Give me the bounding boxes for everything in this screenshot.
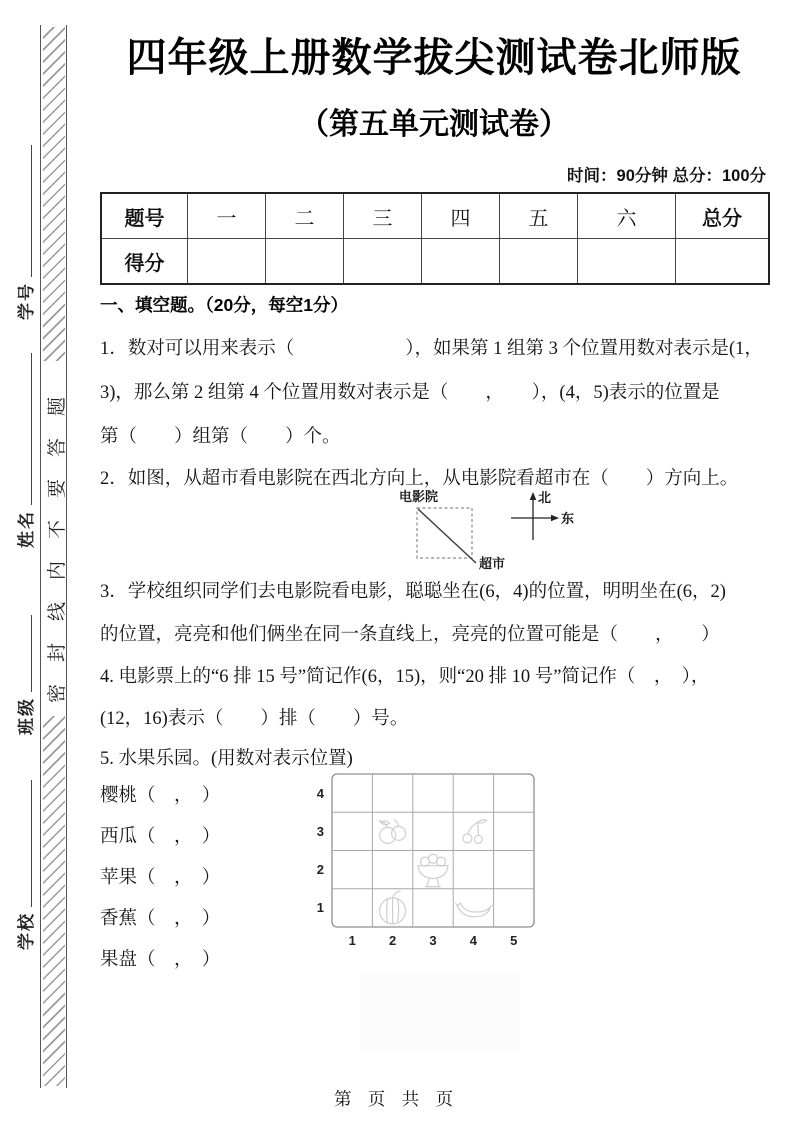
answer-blank-cherry: 樱桃（ ， ） [100,786,221,806]
score-table-header-cell: 四 [421,194,499,238]
apple-icon [379,819,406,843]
question1-line1: 1．数对可以用来表示（ ），如果第 1 组第 3 个位置用数对表示是(1， [100,339,763,359]
student-number-label: 学号 [17,282,36,320]
score-cell-empty [265,238,343,283]
watermelon-icon [380,891,406,924]
score-table-header-cell: 三 [343,194,421,238]
score-cell-empty [577,238,675,283]
question1-line3: 第（ ）组第（ ）个。 [100,427,341,447]
east-label: 东 [561,511,575,526]
exam-meta: 时间：90分钟 总分：100分 [567,167,766,185]
north-label: 北 [538,490,552,505]
answer-blank-fruit-plate: 果盘（ ， ） [100,950,221,970]
answer-blank-apple: 苹果（ ， ） [100,868,221,888]
score-table-header-cell: 二 [265,194,343,238]
school-blank [16,780,32,907]
grid-row-labels [317,786,325,915]
question2-text: 2．如图，从超市看电影院在西北方向上，从电影院看超市在（ ）方向上。 [100,469,739,489]
question4-line1: 4. 电影票上的“6 排 15 号”简记作(6，15)，则“20 排 10 号”简记作（ ， ）， [100,667,710,687]
score-cell-empty [675,238,768,283]
svg-text:4: 4 [469,933,478,948]
exam-page: 学号 姓名 班级 学校 密封线内不要答题 四年级上册数学拔尖测试卷北师版 （第五单元测试卷） 时间：90分钟 总分：100分 题号 一 二 三 四 五 六 总分 得分 一、填空题。（20分，每空1分） 1．数对可以用来表示（ ），如果第 1 组第 3 个位置用数对表示是(1， 3)，那么第 2 组第 4 个位置用数对表示是（ ， ），(4，5)表示的位置是 第（ ）组第（ ）个。 2．如图，从超市看电影院在西北方向上，从电影院看超市在（ ）方向上。 电影院 超市 北 东 3．学校组织同学们去电影院看电影，聪聪坐在(6，4)的位置，明明坐在(6，2) 的位置，亮亮和他们俩坐在同一条直线上，亮亮的位置可能是（ ， ） 4. 电影票上的“6 排 15 号”简记作(6，15)，则“20 排 10 号”简记作（ ， ）， (12，16)表示（ ）排（ ）号。 5. 水果乐园。(用数对表示位置) 樱桃（ ， ） 西瓜（ ， ） 苹果（ ， ） 香蕉（ ， ） 果盘（ ， ） 4 3 2 1 1 2 3 4 5 第 页 共 页 [0,0,793,1122]
svg-text:2: 2 [388,933,397,948]
svg-text:3: 3 [429,933,437,948]
banana-icon [455,903,494,917]
cherries-icon [463,820,487,844]
question3-line2: 的位置，亮亮和他们俩坐在同一条直线上，亮亮的位置可能是（ ， ） [100,625,720,645]
question4-line2: (12，16)表示（ ）排（ ）号。 [100,709,409,729]
grid-lines [332,774,534,927]
svg-text:1: 1 [348,933,356,948]
answer-blank-watermelon: 西瓜（ ， ） [100,827,221,847]
grid-col-labels [349,933,518,948]
score-table-header-cell: 题号 [124,207,165,230]
score-cell-empty [421,238,499,283]
seal-rule-left [40,25,41,1088]
answer-blank-banana: 香蕉（ ， ） [100,909,221,929]
svg-text:1: 1 [316,900,324,915]
svg-text:5: 5 [510,933,518,948]
question5-text: 5. 水果乐园。(用数对表示位置) [100,749,353,769]
name-label: 姓名 [17,510,36,548]
score-row-label: 得分 [102,238,187,283]
market-label: 超市 [479,556,506,571]
score-table [100,192,770,285]
svg-text:2: 2 [316,862,324,877]
seal-hatch-top [43,27,65,361]
watermark [360,972,520,1050]
cinema-label: 电影院 [399,489,439,504]
svg-text:3: 3 [316,824,324,839]
svg-text:4: 4 [316,786,324,801]
page-subtitle: （第五单元测试卷） [299,108,569,141]
question3-line1: 3．学校组织同学们去电影院看电影，聪聪坐在(6，4)的位置，明明坐在(6，2) [100,582,726,602]
score-table-header-cell: 五 [499,194,577,238]
section1-heading: 一、填空题。（20分，每空1分） [100,295,348,315]
page-title: 四年级上册数学拔尖测试卷北师版 [126,36,742,80]
diagonal-path-line [418,509,476,563]
score-cell-empty [343,238,421,283]
compass-icon [511,490,574,540]
student-number-blank [16,145,32,277]
score-table-header-cell: 一 [187,194,265,238]
score-table-header-cell: 六 [577,194,675,238]
class-blank [16,615,32,692]
fruit-grid [308,765,558,955]
question1-line2: 3)，那么第 2 组第 4 个位置用数对表示是（ ， ），(4，5)表示的位置是 [100,383,720,403]
school-label: 学校 [17,912,36,950]
name-blank [16,353,32,505]
score-cell-empty [499,238,577,283]
class-label: 班级 [17,697,36,735]
score-table-header-cell: 总分 [675,194,768,238]
seal-hatch-bottom [43,716,65,1086]
page-footer: 第 页 共 页 [333,1089,460,1109]
score-cell-empty [187,238,265,283]
fruit-bowl-icon [418,854,448,887]
question2-diagram [395,488,585,580]
